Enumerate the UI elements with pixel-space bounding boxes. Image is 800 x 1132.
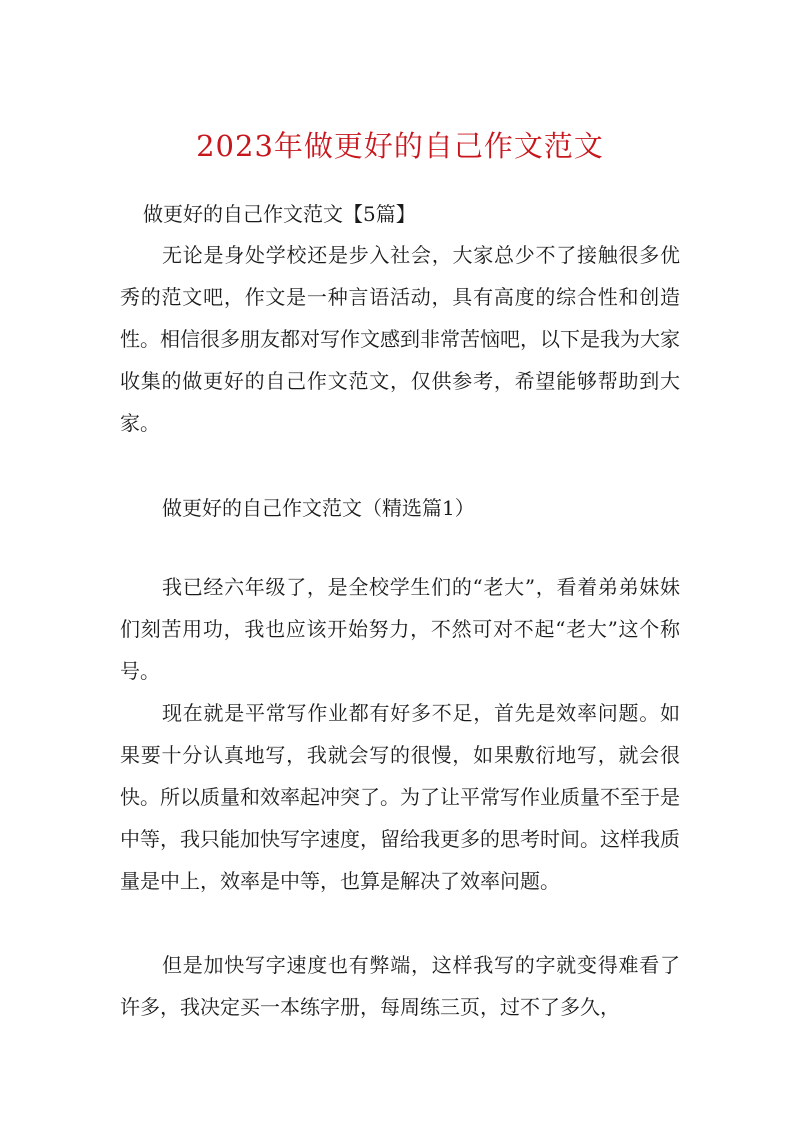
document-subtitle: 做更好的自己作文范文【5篇】 xyxy=(143,202,416,226)
intro-paragraph: 无论是身处学校还是步入社会，大家总少不了接触很多优秀的范文吧，作文是一种言语活动，具有高度的综合性和创造性。相信很多朋友都对写作文感到非常苦恼吧，以下是我为大家收集的做更好的自己作文范文，仅供参考，希望能够帮助到大家。 xyxy=(120,243,680,435)
body-paragraph: 现在就是平常写作业都有好多不足，首先是效率问题。如果要十分认真地写，我就会写的很慢，如果敷衍地写，就会很快。所以质量和效率起冲突了。为了让平常写作业质量不至于是中等，我只能加快写字速度，留给我更多的思考时间。这样我质量是中上，效率是中等，也算是解决了效率问题。 xyxy=(120,701,680,893)
section-heading: 做更好的自己作文范文（精选篇1） xyxy=(162,496,475,520)
document-title: 2023年做更好的自己作文范文 xyxy=(196,129,604,163)
body-paragraph: 但是加快写字速度也有弊端，这样我写的字就变得难看了许多，我决定买一本练字册，每周练三页，过不了多久， xyxy=(120,953,680,1019)
body-paragraph: 我已经六年级了，是全校学生们的“老大”，看着弟弟妹妹们刻苦用功，我也应该开始努力，不然可对不起“老大”这个称号。 xyxy=(120,575,680,683)
